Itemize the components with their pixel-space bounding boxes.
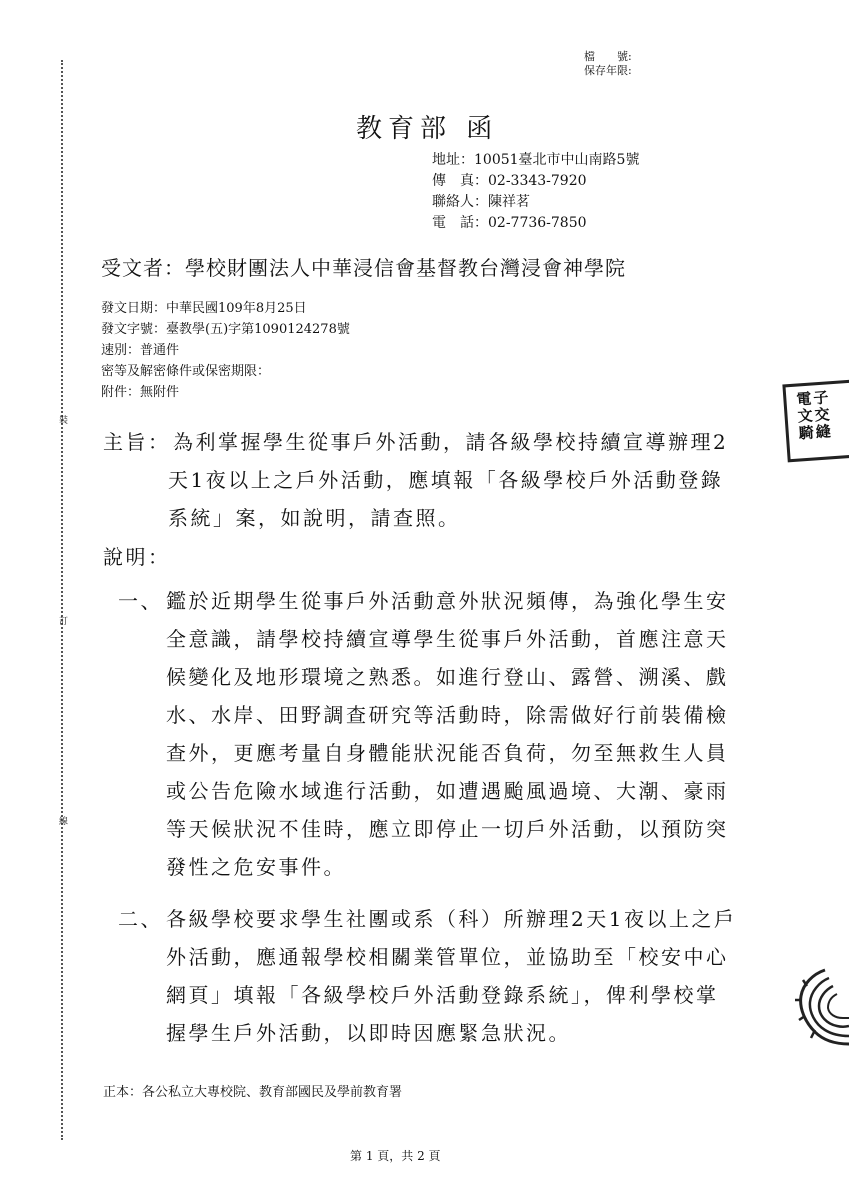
binding-mark-ding: 訂 bbox=[59, 617, 69, 627]
stamp-line: 文交 bbox=[797, 405, 833, 426]
explanation-label: 說明： bbox=[103, 545, 171, 569]
subject-line: 為利掌握學生從事戶外活動，請各級學校持續宣導辦理2 bbox=[173, 430, 729, 454]
confidentiality-line: 密等及解密條件或保密期限： bbox=[101, 364, 271, 379]
doc-number-line: 發文字號：臺教學(五)字第1090124278號 bbox=[101, 322, 350, 337]
seal-stamp-icon bbox=[795, 966, 849, 1046]
file-number-label: 檔 號: bbox=[584, 50, 632, 63]
contact-person-line: 聯絡人：陳祥茗 bbox=[432, 194, 530, 210]
page-footer: 第 1 頁，共 2 頁 bbox=[350, 1149, 441, 1163]
issue-date-line: 發文日期：中華民國109年8月25日 bbox=[101, 301, 307, 316]
explanation-line: 各級學校要求學生社團或系（科）所辦理2天1夜以上之戶 bbox=[166, 907, 737, 931]
explanation-line: 鑑於近期學生從事戶外活動意外狀況頻傳，為強化學生安 bbox=[166, 589, 729, 613]
fax-line: 傳 真：02-3343-7920 bbox=[432, 173, 587, 189]
attachments-line: 附件：無附件 bbox=[101, 385, 180, 400]
stamp-line: 騎縫 bbox=[798, 422, 834, 443]
phone-line: 電 話：02-7736-7850 bbox=[432, 215, 587, 231]
explanation-line: 外活動，應通報學校相關業管單位，並協助至「校安中心 bbox=[166, 945, 729, 969]
binding-mark-xian: 線 bbox=[59, 817, 69, 827]
electronic-document-stamp bbox=[782, 380, 849, 463]
explanation-item-number: 一、 bbox=[118, 589, 163, 613]
explanation-line: 水、水岸、田野調查研究等活動時，除需做好行前裝備檢 bbox=[166, 703, 729, 727]
explanation-line: 網頁」填報「各級學校戶外活動登錄系統」，俾利學校掌 bbox=[166, 983, 719, 1007]
document-title: 教育部 函 bbox=[356, 114, 499, 144]
recipient-line: 受文者：學校財團法人中華浸信會基督教台灣浸會神學院 bbox=[101, 256, 626, 280]
stamp-line: 電子 bbox=[795, 388, 832, 409]
subject-line: 系統」案，如說明，請查照。 bbox=[168, 506, 461, 530]
distribution-line: 正本：各公私立大專校院、教育部國民及學前教育署 bbox=[103, 1085, 403, 1100]
subject-line: 天1夜以上之戶外活動，應填報「各級學校戶外活動登錄 bbox=[168, 468, 724, 492]
explanation-line: 候變化及地形環境之熟悉。如進行登山、露營、溯溪、戲 bbox=[166, 665, 729, 689]
explanation-item-number: 二、 bbox=[118, 907, 163, 931]
binding-margin-line bbox=[61, 60, 63, 1140]
binding-mark-zhuang: 裝 bbox=[59, 416, 69, 426]
retention-period-label: 保存年限: bbox=[584, 64, 632, 77]
explanation-line: 握學生戶外活動，以即時因應緊急狀況。 bbox=[166, 1021, 571, 1045]
explanation-line: 或公告危險水域進行活動，如遭遇颱風過境、大潮、豪雨 bbox=[166, 779, 729, 803]
explanation-line: 查外，更應考量自身體能狀況能否負荷，勿至無救生人員 bbox=[166, 741, 729, 765]
subject-label: 主旨： bbox=[103, 430, 171, 454]
address-line: 地址：10051臺北市中山南路5號 bbox=[432, 152, 640, 168]
explanation-line: 等天候狀況不佳時，應立即停止一切戶外活動，以預防突 bbox=[166, 817, 729, 841]
explanation-line: 發性之危安事件。 bbox=[166, 855, 346, 879]
speed-line: 速別：普通件 bbox=[101, 343, 180, 358]
explanation-line: 全意識，請學校持續宣導學生從事戶外活動，首應注意天 bbox=[166, 627, 729, 651]
